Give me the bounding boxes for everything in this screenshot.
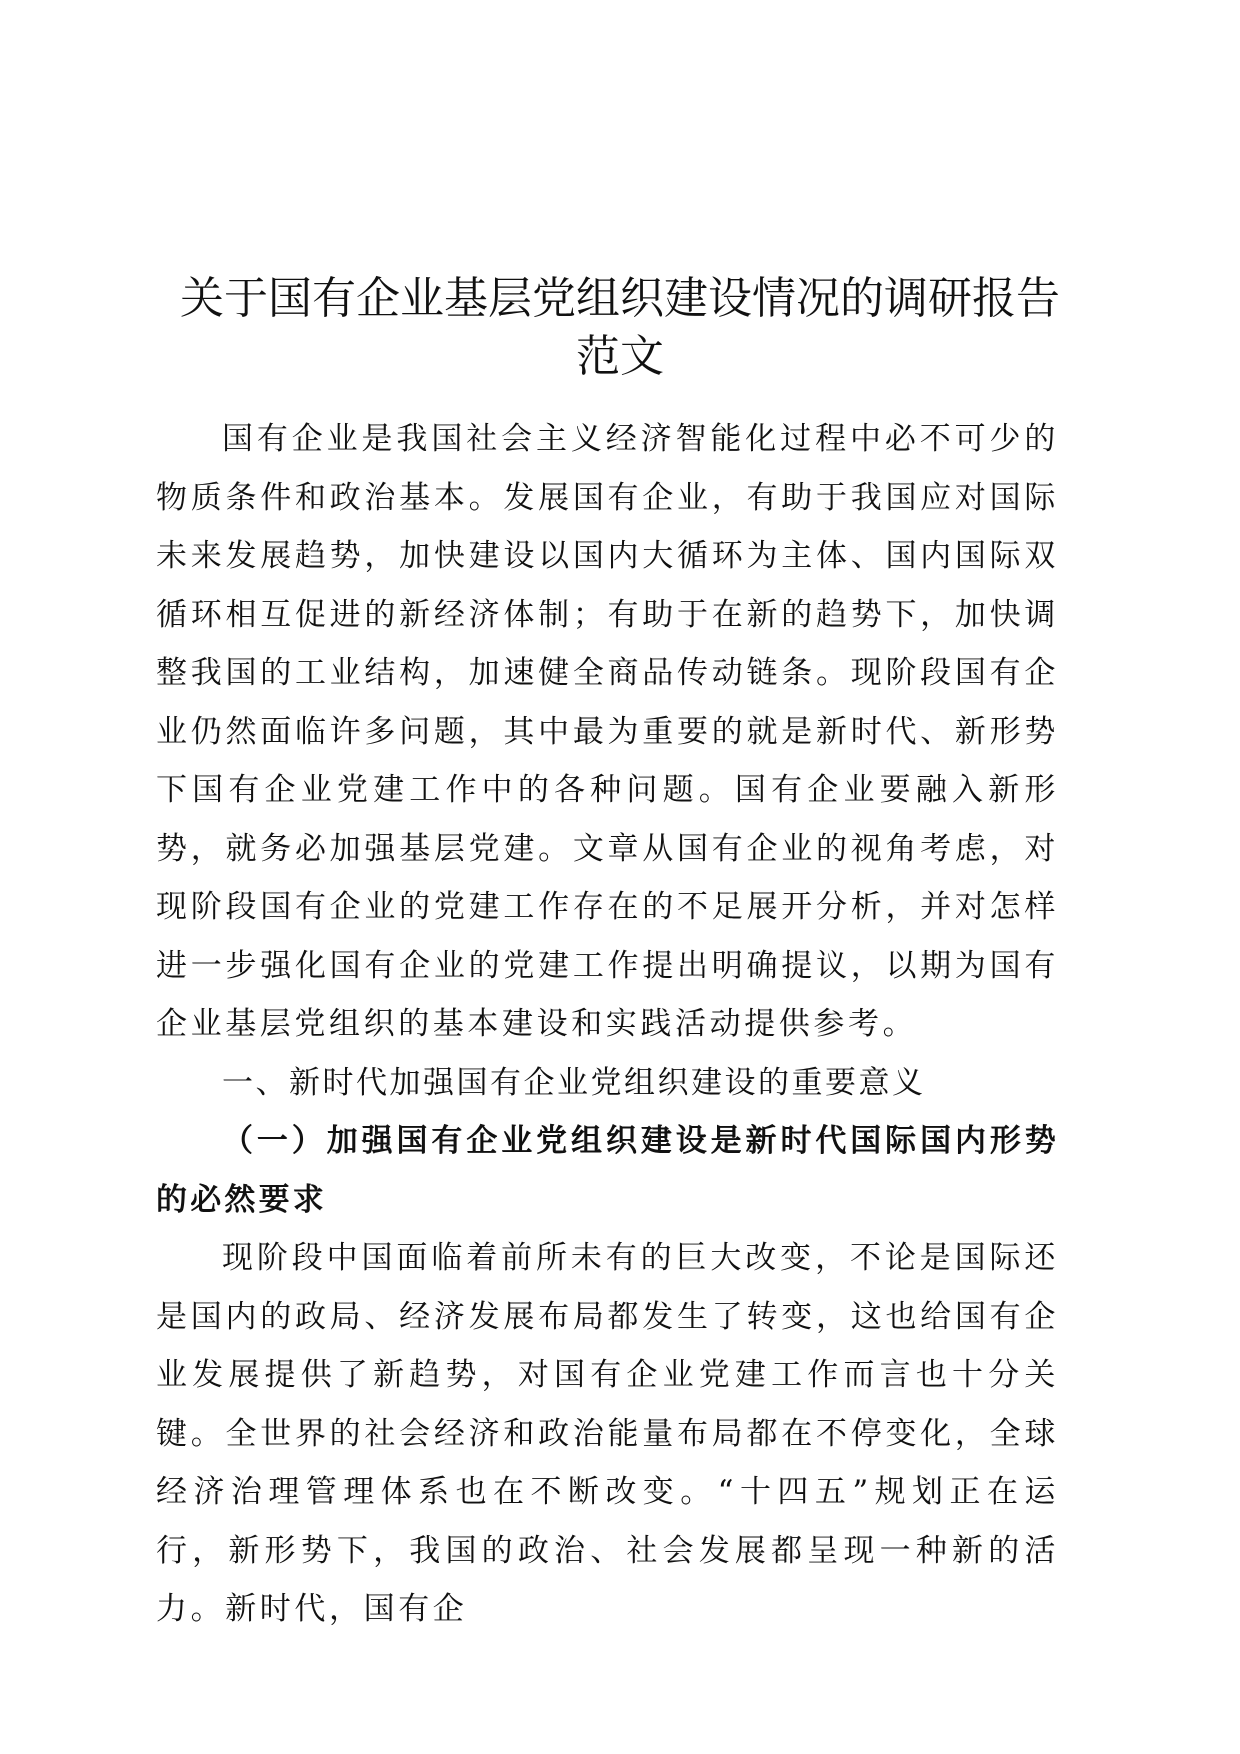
document-title: [130, 270, 1110, 386]
body-paragraph-2: 现阶段中国面临着前所未有的巨大改变，不论是国际还是国内的政局、经济发展布局都发生了转变，这也给国有企业发展提供了新趋势，对国有企业党建工作而言也十分关键。全世界的社会经济和政治能量布局都在不停变化，全球经济治理管理体系也在不断改变。“十四五”规划正在运行，新形势下，我国的政治、社会发展都呈现一种新的活力。新时代，国有企: [156, 1240, 1059, 1627]
subsection-heading-1-1: （一）加强国有企业党组织建设是新时代国际国内形势的必然要求: [156, 1123, 1059, 1218]
document-body: [156, 410, 1059, 1639]
title-line-2: 范文: [576, 331, 664, 382]
title-line-1: 关于国有企业基层党组织建设情况的调研报告: [180, 273, 1060, 324]
intro-paragraph: 国有企业是我国社会主义经济智能化过程中必不可少的物质条件和政治基本。发展国有企业，有助于我国应对国际未来发展趋势，加快建设以国内大循环为主体、国内国际双循环相互促进的新经济体制；有助于在新的趋势下，加快调整我国的工业结构，加速健全商品传动链条。现阶段国有企业仍然面临许多问题，其中最为重要的就是新时代、新形势下国有企业党建工作中的各种问题。国有企业要融入新形势，就务必加强基层党建。文章从国有企业的视角考虑，对现阶段国有企业的党建工作存在的不足展开分析，并对怎样进一步强化国有企业的党建工作提出明确提议，以期为国有企业基层党组织的基本建设和实践活动提供参考。: [156, 421, 1059, 1042]
section-heading-1: 一、新时代加强国有企业党组织建设的重要意义: [222, 1064, 926, 1101]
